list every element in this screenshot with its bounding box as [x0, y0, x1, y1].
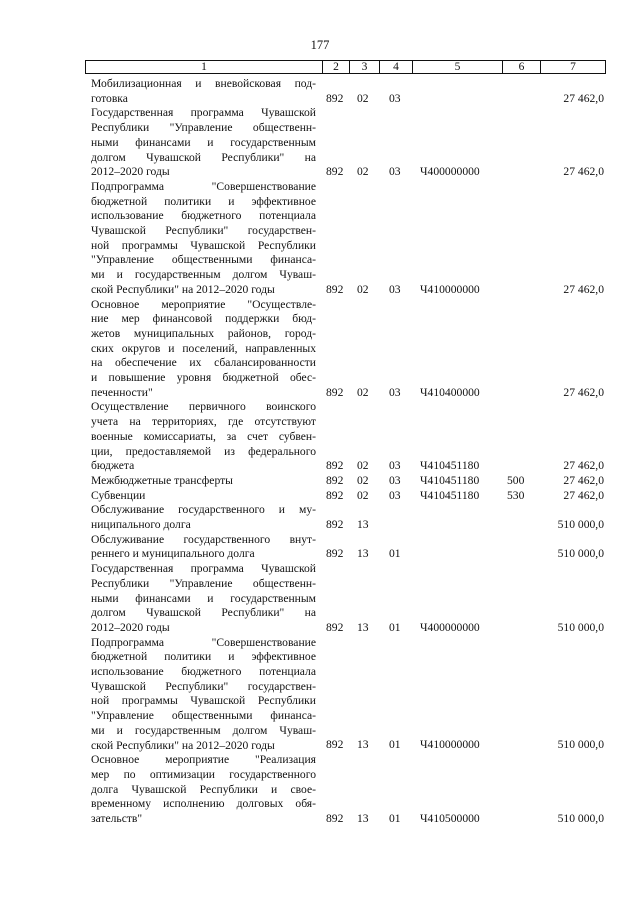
header-col-3: 3	[349, 61, 379, 73]
description-line: зательств"	[91, 812, 143, 825]
description-line: долгом Чувашской Республики" на	[91, 606, 316, 620]
description-line: ние мер финансовой поддержки бюд-	[91, 312, 316, 326]
cell-c3: 13	[357, 620, 369, 634]
row-description	[91, 180, 316, 298]
row-description	[91, 636, 316, 754]
description-line: Подпрограмма "Совершенствование	[91, 179, 316, 193]
cell-c4: 03	[389, 385, 401, 399]
description-line: долгом Чувашской Республики" на	[91, 150, 316, 164]
cell-c2: 892	[326, 811, 344, 825]
cell-c6: 530	[507, 488, 525, 502]
header-col-1: 1	[201, 61, 207, 73]
row-description	[91, 533, 316, 562]
header-col-4: 4	[379, 61, 412, 73]
description-line: жетов муниципальных районов, город-	[91, 326, 316, 340]
cell-c4: 01	[389, 547, 401, 561]
cell-c7: 27 462,0	[563, 385, 604, 399]
cell-c7: 27 462,0	[563, 165, 604, 179]
row-description	[91, 489, 316, 504]
description-line: ными финансами и государственным	[91, 135, 316, 149]
description-line: Государственная программа Чувашской	[91, 562, 316, 576]
description-line: "Управление общественными финанса-	[91, 709, 316, 723]
cell-c7: 510 000,0	[557, 738, 604, 752]
cell-c5: Ч410400000	[420, 385, 480, 399]
cell-c2: 892	[326, 738, 344, 752]
description-line: Обслуживание государственного и му-	[91, 503, 316, 517]
description-line: ской Республики" на 2012–2020 годы	[91, 738, 275, 752]
cell-c4: 03	[389, 165, 401, 179]
header-col-6: 6	[502, 61, 540, 73]
page-number: 177	[310, 38, 330, 52]
description-line: использование бюджетного потенциала	[91, 209, 316, 223]
cell-c2: 892	[326, 547, 344, 561]
row-description	[91, 562, 316, 636]
cell-c4: 03	[389, 91, 401, 105]
row-description	[91, 106, 316, 180]
description-line: ской Республики" на 2012–2020 годы	[91, 282, 275, 296]
description-line: "Управление общественными финанса-	[91, 253, 316, 267]
cell-c5: Ч410451180	[420, 473, 480, 487]
description-line: ной программы Чувашской Республики	[91, 694, 316, 708]
cell-c4: 03	[389, 488, 401, 502]
description-line: военные комиссариаты, за счет субвен-	[91, 429, 316, 443]
cell-c2: 892	[326, 488, 344, 502]
description-line: 2012–2020 годы	[91, 620, 170, 634]
cell-c2: 892	[326, 473, 344, 487]
cell-c3: 02	[357, 385, 369, 399]
cell-c2: 892	[326, 165, 344, 179]
cell-c4: 03	[389, 282, 401, 296]
cell-c4: 03	[389, 459, 401, 473]
description-line: использование бюджетного потенциала	[91, 665, 316, 678]
description-line: готовка	[91, 91, 128, 105]
description-line: Чувашской Республики" государствен-	[91, 679, 316, 693]
cell-c7: 510 000,0	[557, 620, 604, 634]
description-line: ми и государственным долгом Чуваш-	[91, 723, 316, 737]
cell-c4: 01	[389, 738, 401, 752]
cell-c4: 03	[389, 473, 401, 487]
description-line: Субвенции	[91, 488, 146, 502]
header-col-5: 5	[412, 61, 502, 73]
description-line: ми и государственным долгом Чуваш-	[91, 268, 316, 282]
cell-c7: 27 462,0	[563, 282, 604, 296]
header-col-7: 7	[540, 61, 605, 73]
description-line: 2012–2020 годы	[91, 165, 170, 179]
cell-c7: 510 000,0	[557, 517, 604, 531]
description-line: ции, предоставляемой из федерального	[91, 444, 316, 458]
cell-c7: 27 462,0	[563, 488, 604, 502]
cell-c3: 02	[357, 488, 369, 502]
description-line: Основное мероприятие "Осуществле-	[91, 297, 316, 311]
row-description	[91, 753, 316, 827]
cell-c4: 01	[389, 620, 401, 634]
cell-c3: 13	[357, 811, 369, 825]
cell-c2: 892	[326, 620, 344, 634]
description-line: Мобилизационная и вневойсковая под-	[91, 77, 316, 90]
description-line: Осуществление первичного воинского	[91, 400, 316, 414]
cell-c5: Ч410451180	[420, 488, 480, 502]
description-line: долга Чувашской Республики и свое-	[91, 782, 316, 796]
cell-c2: 892	[326, 517, 344, 531]
cell-c7: 27 462,0	[563, 459, 604, 473]
cell-c5: Ч400000000	[420, 620, 480, 634]
description-line: Чувашской Республики" государствен-	[91, 224, 316, 237]
cell-c5: Ч410000000	[420, 738, 480, 752]
cell-c3: 02	[357, 91, 369, 105]
cell-c3: 13	[357, 517, 369, 531]
header-col-2: 2	[322, 61, 349, 73]
description-line: реннего и муниципального долга	[91, 547, 255, 561]
description-line: мер по оптимизации государственного	[91, 767, 316, 781]
description-line: ниципального долга	[91, 518, 191, 531]
row-description	[91, 77, 316, 106]
description-line: и повышение уровня бюджетной обес-	[91, 371, 316, 385]
row-description	[91, 400, 316, 474]
cell-c6: 500	[507, 473, 525, 487]
row-description	[91, 503, 316, 532]
description-line: Республики "Управление общественн-	[91, 121, 316, 135]
cell-c3: 02	[357, 165, 369, 179]
table-header	[85, 60, 606, 74]
cell-c3: 13	[357, 547, 369, 561]
cell-c7: 27 462,0	[563, 91, 604, 105]
cell-c4: 01	[389, 811, 401, 825]
cell-c5: Ч410451180	[420, 459, 480, 473]
cell-c2: 892	[326, 91, 344, 105]
description-line: бюджетной политики и эффективное	[91, 650, 316, 664]
description-line: учета на территориях, где отсутствуют	[91, 415, 316, 429]
description-line: Обслуживание государственного внут-	[91, 532, 316, 546]
row-description	[91, 474, 316, 489]
cell-c5: Ч410500000	[420, 811, 480, 825]
description-line: временному исполнению долговых обя-	[91, 797, 316, 811]
row-description	[91, 298, 316, 401]
description-line: бюджета	[91, 459, 135, 473]
cell-c2: 892	[326, 459, 344, 473]
description-line: Государственная программа Чувашской	[91, 106, 316, 120]
description-line: ной программы Чувашской Республики	[91, 238, 316, 252]
description-line: бюджетной политики и эффективное	[91, 194, 316, 208]
cell-c7: 510 000,0	[557, 547, 604, 561]
description-line: Подпрограмма "Совершенствование	[91, 635, 316, 649]
cell-c3: 02	[357, 282, 369, 296]
cell-c2: 892	[326, 282, 344, 296]
cell-c7: 510 000,0	[557, 811, 604, 825]
cell-c3: 13	[357, 738, 369, 752]
description-line: печенности"	[91, 385, 153, 399]
cell-c3: 02	[357, 473, 369, 487]
cell-c5: Ч410000000	[420, 282, 480, 296]
cell-c5: Ч400000000	[420, 165, 480, 179]
description-line: Основное мероприятие "Реализация	[91, 753, 316, 767]
cell-c7: 27 462,0	[563, 473, 604, 487]
cell-c3: 02	[357, 459, 369, 473]
description-line: ских округов и поселений, направленных	[91, 341, 316, 355]
description-line: Межбюджетные трансферты	[91, 473, 233, 487]
description-line: на обеспечение их сбалансированности	[91, 356, 316, 370]
cell-c2: 892	[326, 385, 344, 399]
description-line: Республики "Управление общественн-	[91, 576, 316, 590]
description-line: ными финансами и государственным	[91, 591, 316, 605]
